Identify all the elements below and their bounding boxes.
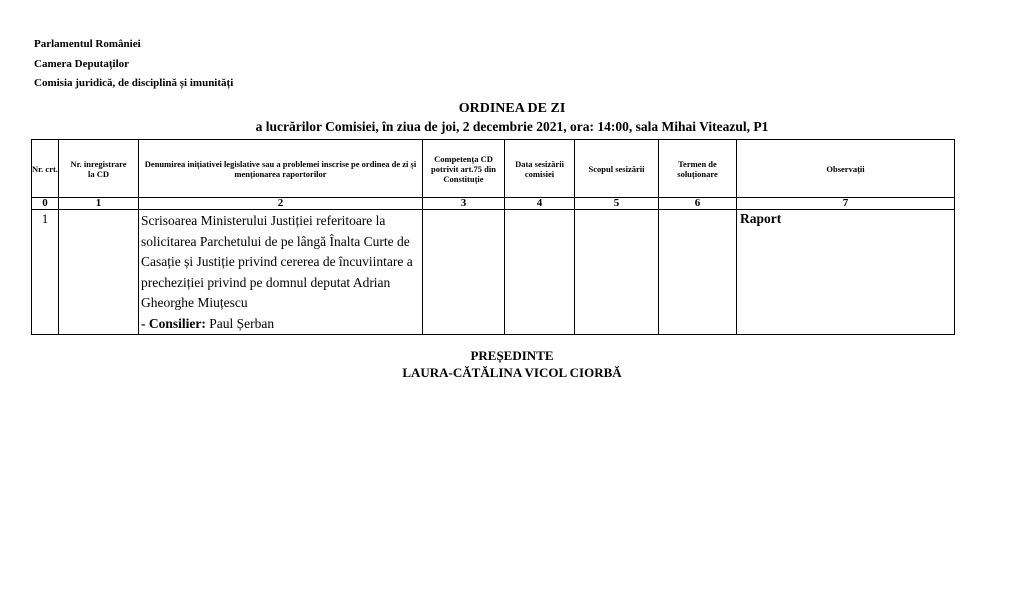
- item-description-text: Scrisoarea Ministerului Justiției referitoare la solicitarea Parchetului de pe lângă Înalta Curte de Casație și Justiție privind cererea de încuviintare a precheziției privind pe domnul deputat Adrian Gheorghe Miuțescu: [141, 213, 413, 310]
- column-number: 7: [737, 198, 955, 210]
- column-header: Termen de soluționare: [659, 140, 737, 198]
- table-row: [32, 210, 955, 335]
- column-header: Nr. inregistrare la CD: [59, 140, 139, 198]
- column-header: Competența CD potrivit art.75 din Constituție: [423, 140, 505, 198]
- observations-cell: Raport: [737, 210, 955, 335]
- item-description: [139, 210, 423, 335]
- referral-purpose-cell: [575, 210, 659, 335]
- page-title: ORDINEA DE ZI: [458, 101, 566, 116]
- competence-cell: [423, 210, 505, 335]
- consilier-name: Paul Șerban: [205, 315, 275, 331]
- column-header: Observații: [737, 140, 955, 198]
- signature-role: PREȘEDINTE: [470, 348, 554, 363]
- header-parliament: Parlamentul României: [34, 38, 141, 50]
- header-committee: Comisia juridică, de disciplină și imunități: [34, 77, 234, 89]
- page-subtitle: a lucrărilor Comisiei, în ziua de joi, 2 decembrie 2021, ora: 14:00, sala Mihai Viteazul, P1: [255, 119, 769, 134]
- column-header: Scopul sesizării: [575, 140, 659, 198]
- column-number: 4: [505, 198, 575, 210]
- deadline-cell: [659, 210, 737, 335]
- referral-date-cell: [505, 210, 575, 335]
- column-number: 0: [32, 198, 59, 210]
- column-number: 2: [139, 198, 423, 210]
- table-header-row: [32, 140, 955, 198]
- consilier-label: - Consilier:: [141, 315, 206, 331]
- row-number: 1: [32, 210, 59, 335]
- signature-name: LAURA-CĂTĂLINA VICOL CIORBĂ: [402, 365, 622, 380]
- header-chamber: Camera Deputaților: [34, 58, 130, 70]
- column-number: 3: [423, 198, 505, 210]
- agenda-table: [31, 139, 955, 335]
- column-header: Nr. crt.: [32, 140, 59, 198]
- column-number: 6: [659, 198, 737, 210]
- column-header: Data sesizării comisiei: [505, 140, 575, 198]
- column-number: 5: [575, 198, 659, 210]
- column-number: 1: [59, 198, 139, 210]
- column-number-row: [32, 198, 955, 210]
- column-header: Denumirea inițiativei legislative sau a problemei inscrise pe ordinea de zi și menționarea raportorilor: [139, 140, 423, 198]
- registration-number: [59, 210, 139, 335]
